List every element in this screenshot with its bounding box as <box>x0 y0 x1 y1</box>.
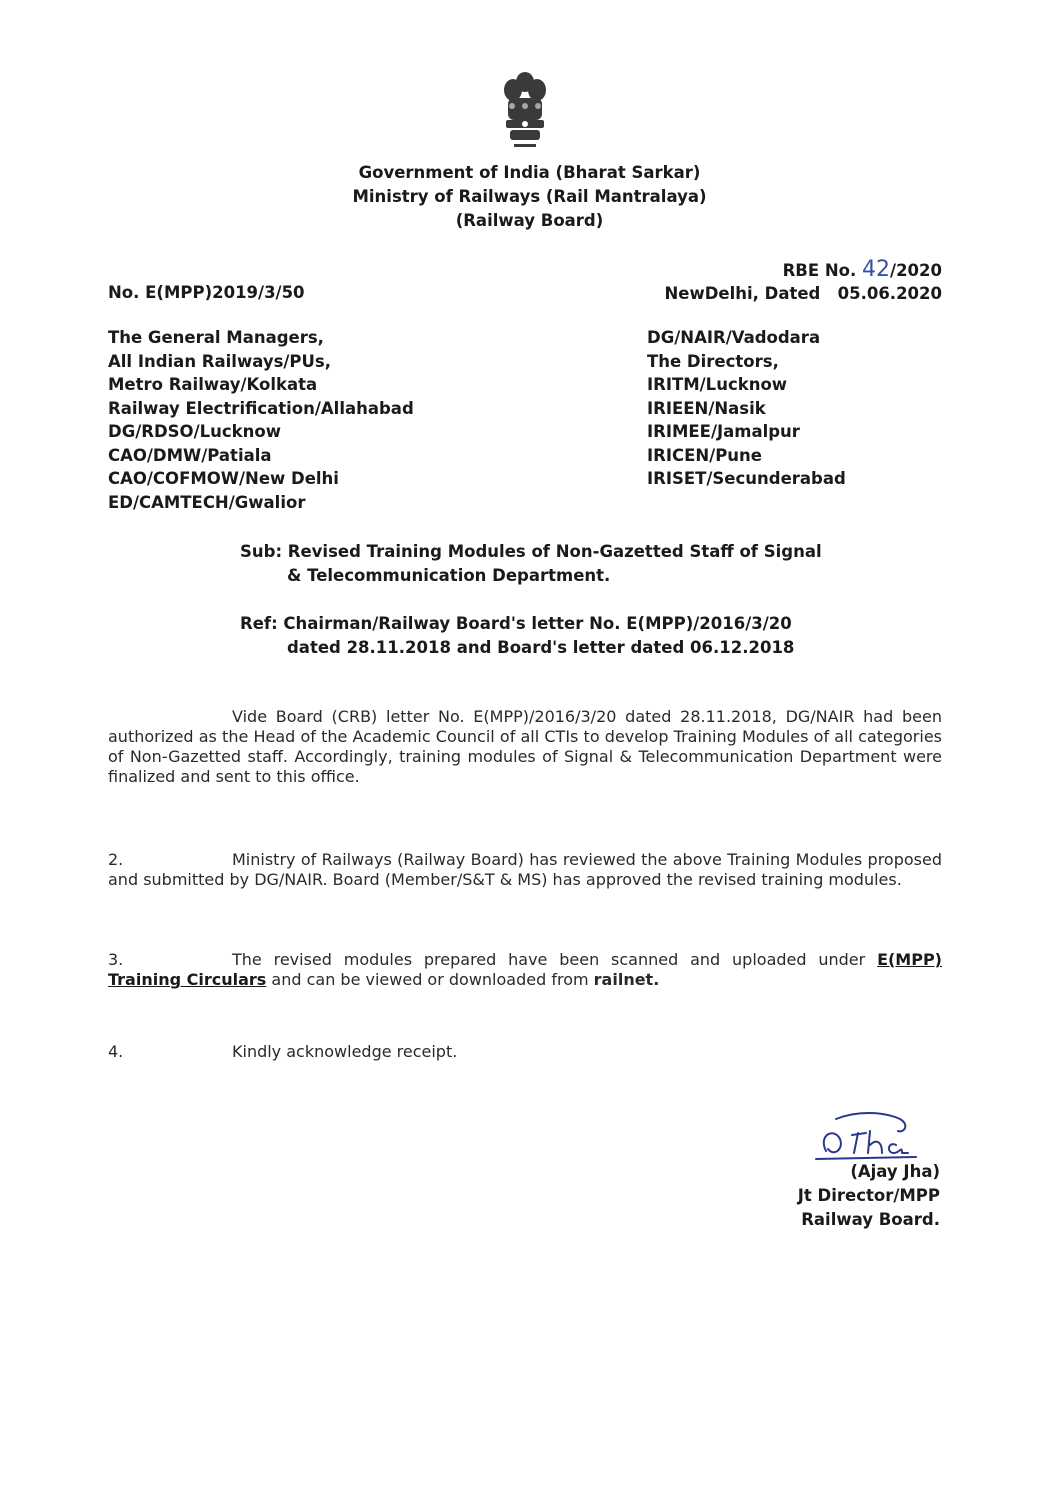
paragraph-4 <box>108 1042 942 1062</box>
signatory-designation: Jt Director/MPP <box>797 1186 940 1205</box>
addressee: IRISET/Secunderabad <box>647 469 846 488</box>
paragraph-3-text-a: The revised modules prepared have been scanned and uploaded under <box>232 950 878 969</box>
addressee: IRIEEN/Nasik <box>647 398 766 418</box>
paragraph-1-text: Vide Board (CRB) letter No. E(MPP)/2016/3/20 dated 28.11.2018, DG/NAIR had been authorized as the Head of the Academic Council of all CTIs to develop Training Modules of all categories of Non-Gazetted staff. Accordingly, training modules of Signal & Telecommunication Department were finalized and sent to this office. <box>108 707 942 786</box>
date-line <box>664 282 942 306</box>
paragraph-1 <box>108 707 942 787</box>
paragraph-2-text: Ministry of Railways (Railway Board) has reviewed the above Training Modules proposed and submitted by DG/NAIR. Board (Member/S&T & MS) has approved the revised training modules. <box>108 850 942 889</box>
paragraph-3-text-b: and can be viewed or downloaded from <box>266 970 594 989</box>
rbe-number <box>783 258 942 283</box>
addressee: The Directors, <box>647 351 779 371</box>
signatory-office: Railway Board. <box>801 1210 940 1229</box>
reference-line2: dated 28.11.2018 and Board's letter dated 06.12.2018 <box>287 638 795 657</box>
addressee: IRICEN/Pune <box>647 445 762 465</box>
reference-line1: Ref: Chairman/Railway Board's letter No. E(MPP)/2016/3/20 <box>240 614 792 633</box>
training-circulars-link[interactable]: E(MPP) Training Circulars <box>108 950 942 989</box>
rbe-handwritten-number: 42 <box>862 257 891 282</box>
addressee: CAO/DMW/Patiala <box>108 445 272 465</box>
addressees-left <box>108 326 414 514</box>
addressee: Railway Electrification/Allahabad <box>108 398 414 418</box>
header-ministry-line1: Government of India (Bharat Sarkar) <box>358 163 701 182</box>
national-emblem-icon <box>498 70 552 150</box>
addressee: ED/CAMTECH/Gwalior <box>108 492 306 512</box>
addressee: Metro Railway/Kolkata <box>108 375 318 394</box>
addressee: IRIMEE/Jamalpur <box>647 422 800 441</box>
letter-date: 05.06.2020 <box>837 284 942 303</box>
subject-line1: Sub: Revised Training Modules of Non-Gazetted Staff of Signal <box>240 542 822 561</box>
place-date-label: NewDelhi, Dated <box>664 284 821 303</box>
handwritten-signature <box>812 1105 920 1165</box>
rbe-suffix: /2020 <box>890 261 942 280</box>
addressees-right <box>647 326 846 491</box>
railnet-text: railnet. <box>593 970 660 989</box>
addressee: DG/RDSO/Lucknow <box>108 422 281 441</box>
rbe-prefix: RBE No. <box>782 261 863 280</box>
paragraph-3 <box>108 950 942 990</box>
paragraph-4-text: Kindly acknowledge receipt. <box>232 1042 458 1061</box>
paragraph-number: 4. <box>108 1042 124 1061</box>
paragraph-number: 3. <box>108 950 124 969</box>
addressee: IRITM/Lucknow <box>647 375 788 394</box>
header-ministry-line3: (Railway Board) <box>455 211 604 230</box>
paragraph-number: 2. <box>108 850 124 869</box>
subject-line2: & Telecommunication Department. <box>287 566 611 585</box>
addressee: DG/NAIR/Vadodara <box>647 328 821 347</box>
signatory-name: (Ajay Jha) <box>850 1162 940 1181</box>
addressee: All Indian Railways/PUs, <box>108 351 332 371</box>
addressee: The General Managers, <box>108 328 324 347</box>
paragraph-2 <box>108 850 942 890</box>
header-ministry-line2: Ministry of Railways (Rail Mantralaya) <box>352 187 707 206</box>
file-number: No. E(MPP)2019/3/50 <box>108 283 305 302</box>
addressee: CAO/COFMOW/New Delhi <box>108 469 339 488</box>
